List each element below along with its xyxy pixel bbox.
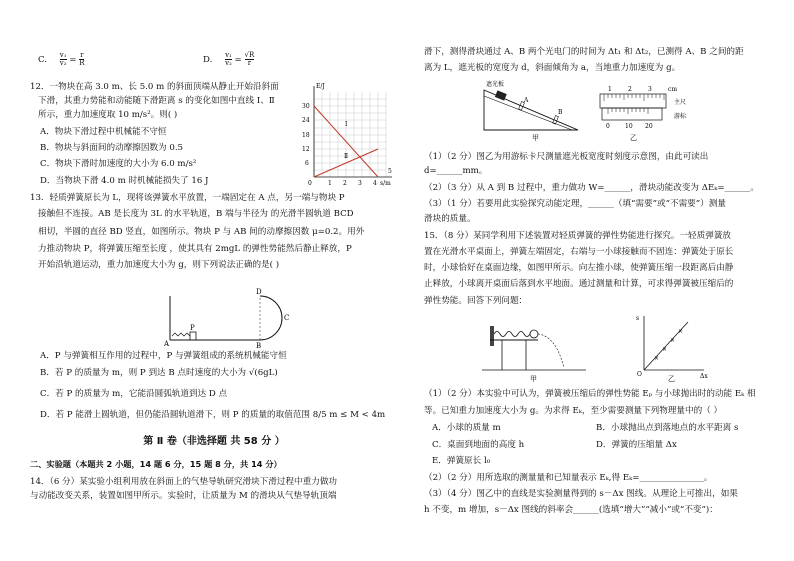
q15-part-3: （3）（4 分）图乙中的直线是实验测量得到的 s－Δx 图线。从理论上可推出，如果: [424, 489, 738, 499]
q14-part-3: （3）（1 分）若要用此实验探究动能定理，______（填“需要”或“不需要”）测量: [424, 199, 726, 209]
q14-line-2: 与动能改变关系，装置如图甲所示。实验时，让质量为 M 的滑块从气垫导轨顶端: [30, 491, 337, 501]
q14-part-3-cont: 滑块的质量。: [424, 214, 476, 224]
gate-b-label: B: [558, 109, 563, 116]
q12-line-3: 所示，重力加速度取 10 m/s²。则( ): [38, 110, 178, 120]
q11-option-c: C. $\frac{\text{v₁}}{\text{v₂}}$ = $\frac{r}{R}$: [38, 51, 85, 67]
q12-line-label-2: Ⅱ: [344, 153, 349, 160]
q12-option-c: C．物块下滑时加速度的大小为 6.0 m/s²: [40, 159, 197, 169]
q12-xtick: 3: [358, 180, 362, 187]
caliper-unit: cm: [668, 86, 678, 93]
q13-option-a: A．P 与弹簧相互作用的过程中，P 与弹簧组成的系统机械能守恒: [40, 351, 287, 361]
q12-line-1: 12．一物块在高 3.0 m、长 5.0 m 的斜面顶端从静止开始沿斜面: [30, 82, 279, 92]
q13-label-p: P: [190, 324, 195, 332]
vernier-tick: 20: [645, 123, 653, 130]
q12-option-a: A．物块下滑过程中机械能不守恒: [40, 127, 167, 137]
q14-part-2: （2）（3 分）从 A 到 B 过程中，重力做功 W=______，滑块动能改变为 ΔEₖ=______。: [424, 183, 759, 193]
q12-ytick: 6: [305, 160, 309, 167]
q12-xtick: 4: [373, 180, 377, 187]
svg-text:×: ×: [670, 337, 676, 344]
q12-chart-xlabel: s/m: [380, 180, 391, 187]
svg-text:×: ×: [678, 328, 684, 335]
part-two-heading: 第 Ⅱ 卷（非选择题 共 58 分 ）: [143, 436, 285, 447]
q14-cont-line-2: 离为 L，遮光板的宽度为 d，斜面倾角为 a，当地重力加速度为 g。: [424, 63, 681, 73]
q13-track-figure: [164, 288, 290, 350]
q14-part-1-answer: d=______mm。: [424, 166, 488, 176]
graph-origin-label: O: [637, 371, 642, 378]
vernier-tick: 0: [606, 123, 610, 130]
q12-energy-chart: [296, 82, 396, 188]
q15-part-1: （1）（2 分）本实验中可认为，弹簧被压缩后的弹性势能 Eₚ 与小球抛出时的动能 Eₖ 相: [424, 389, 756, 399]
q12-option-d: D．当物块下滑 4.0 m 时机械能损失了 16 J: [40, 176, 209, 186]
q13-line-3: 相切，半圆的直径 BD 竖直，如图所示。物块 P 与 AB 间的动摩擦因数 μ=0.2。用外: [38, 227, 365, 237]
q15-line-1: 15．（8 分）某同学利用下述装置对轻质弹簧的弹性势能进行探究。一轻质弹簧放: [424, 231, 732, 241]
gate-a-label: A: [524, 97, 529, 104]
q12-ytick: 18: [302, 132, 310, 139]
q15-option-d: D．弹簧的压缩量 Δx: [596, 440, 677, 450]
q13-option-d: D．若 P 能滑上圆轨道，但仍能沿圆轨道滑下，则 P 的质量的取值范围 8/5 m ≤ M < 4m: [40, 410, 386, 420]
q12-line-label-1: Ⅰ: [345, 121, 348, 128]
q12-chart-ylabel: E/J: [316, 83, 325, 90]
air-track-figure: [482, 82, 582, 142]
figure15-jia-label: 甲: [530, 375, 537, 383]
q12-xtick: 1: [328, 180, 332, 187]
vernier-tick: 10: [625, 123, 633, 130]
q15-part-3-cont: h 不变，m 增加，s－Δx 图线的斜率会______(选填“增大”“减小”或“不变”)：: [424, 505, 718, 515]
q12-xtick: 5: [388, 168, 392, 175]
s-dx-graph: [634, 312, 714, 382]
q13-label-b: B: [256, 342, 262, 350]
caliper-tick: 1: [608, 86, 612, 93]
q12-xtick: 2: [343, 180, 347, 187]
q12-ytick: 12: [302, 146, 310, 153]
q13-label-d: D: [256, 288, 262, 296]
q15-line-5: 弹性势能。回答下列问题：: [424, 296, 528, 306]
q12-line-2: 下滑，其重力势能和动能随下滑距离 s 的变化如图中直线 Ⅰ、Ⅱ: [38, 96, 275, 106]
q15-line-2: 置在光滑水平桌面上，弹簧左端固定，右端与一小球接触而不固连：弹簧处于原长: [424, 247, 734, 257]
figure-jia-label: 甲: [532, 134, 539, 142]
q13-label-c: C: [284, 314, 290, 322]
shade-board-label: 遮光板: [486, 81, 505, 88]
graph-dx-label: Δx: [700, 373, 708, 380]
vernier-caliper-figure: [594, 78, 714, 144]
q15-line-3: 时，小球恰好在桌面边缘，如图甲所示。向左推小球，使弹簧压缩一段距离后由静: [424, 263, 734, 273]
q13-option-b: B．若 P 的质量为 m，则 P 到达 B 点时速度的大小为 √(6gL): [40, 368, 278, 378]
q12-ytick: 24: [302, 117, 310, 124]
q12-option-b: B．物块与斜面间的动摩擦因数为 0.5: [40, 143, 184, 153]
q14-line-1: 14．（6 分）某实验小组利用放在斜面上的气垫导轨研究滑块下滑过程中重力做功: [30, 477, 338, 487]
q13-line-4: 力推动物块 P，将弹簧压缩至长度 ，使其具有 2mgL 的弹性势能然后静止释放，P: [38, 244, 352, 254]
q15-part-2: （2）（2 分）用所选取的测量量和已知量表示 Eₖ,得 Eₖ=_______________。: [424, 473, 713, 483]
q15-option-c: C．桌面到地面的高度 h: [432, 440, 525, 450]
q15-option-b: B．小球抛出点到落地点的水平距离 s: [596, 423, 739, 433]
figure-yi-label: 乙: [630, 134, 637, 142]
caliper-tick: 2: [628, 86, 632, 93]
q15-option-a: A．小球的质量 m: [432, 423, 501, 433]
figure15-yi-label: 乙: [668, 375, 675, 383]
svg-text:×: ×: [654, 355, 660, 362]
spring-table-figure: [482, 312, 592, 382]
q13-label-a: A: [164, 340, 170, 348]
svg-text:×: ×: [662, 346, 668, 353]
caliper-tick: 3: [648, 86, 652, 93]
graph-s-label: s: [636, 315, 640, 322]
q13-line-1: 13．轻质弹簧原长为 L，现将该弹簧水平放置，一端固定在 A 点，另一端与物块 P: [30, 193, 345, 203]
main-scale-label: 主尺: [674, 99, 687, 106]
q15-option-e: E．弹簧原长 l₀: [432, 456, 491, 466]
q14-cont-line-1: 滑下，测得滑块通过 A、B 两个光电门的时间为 Δt₁ 和 Δt₂，已测得 A、B 之间的距: [424, 47, 744, 57]
q12-ytick: 30: [302, 103, 310, 110]
q15-line-4: 止释放，小球离开桌面后落到水平地面。通过测量和计算，可求得弹簧被压缩后的: [424, 279, 734, 289]
q13-line-2: 接触但不连接。AB 是长度为 3L 的水平轨道，B 端与半径为 的光滑半圆轨道 BCD: [38, 209, 354, 219]
experiment-section-title: 二、实验题（本题共 2 小题，14 题 6 分，15 题 8 分，共 14 分）: [30, 459, 282, 469]
q13-line-5: 开始沿轨道运动，重力加速度大小为 g，则下列说法正确的是( ): [38, 260, 280, 270]
q15-part-1-cont: 等。已知重力加速度大小为 g。为求得 Eₖ，至少需要测量下列物理量中的（ ）: [424, 406, 723, 416]
vernier-scale-label: 游标: [674, 113, 687, 120]
q14-part-1: （1）（2 分）图乙为用游标卡尺测量遮光板宽度时刻度示意图，由此可读出: [424, 152, 709, 162]
q11-option-d: D. $\frac{\text{v₁}}{\text{v₂}}$ = $\frac{√R}{r}$: [203, 51, 255, 67]
q12-ytick: 0: [308, 180, 312, 187]
q13-option-c: C．若 P 的质量为 m，它能沿圆弧轨道到达 D 点: [40, 389, 228, 399]
